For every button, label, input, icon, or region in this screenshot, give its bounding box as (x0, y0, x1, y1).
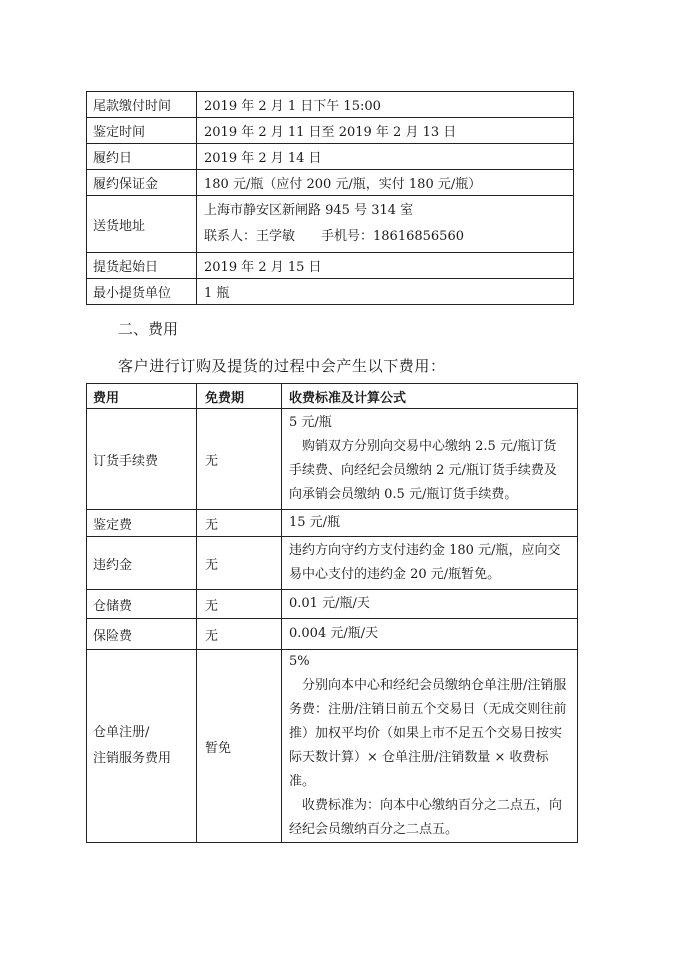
row-value: 2019 年 2 月 1 日下午 15:00 (197, 92, 574, 118)
fee-table (86, 383, 578, 843)
fee-name-line: 注销服务费用 (93, 751, 172, 766)
fee-line: 购销双方分别向交易中心缴纳 2.5 元/瓶订货手续费、向经纪会员缴纳 2 元/瓶订货手续费及向承销会员缴纳 0.5 元/瓶订货手续费。 (289, 439, 557, 502)
fee-line: 5 元/瓶 (289, 415, 332, 430)
row-label: 履约保证金 (87, 170, 197, 196)
row-value: 1 瓶 (197, 279, 574, 305)
column-header: 免费期 (197, 384, 282, 409)
row-label: 最小提货单位 (87, 279, 197, 305)
fee-name: 鉴定费 (87, 510, 197, 537)
fee-line: 分别向本中心和经纪会员缴纳仓单注册/注销服务费：注册/注销日前五个交易日（无成交则往前推）加权平均价（如果上市不足五个交易日按实际天数计算）× 仓单注册/注销数量 × 收费标准。 (289, 678, 567, 789)
delivery-address: 上海市静安区新闸路 945 号 314 室 (204, 203, 414, 218)
free-period: 无 (197, 590, 282, 619)
fee-standard (282, 619, 578, 650)
delivery-info-table (86, 91, 574, 305)
fee-name: 保险费 (87, 619, 197, 650)
table-row (87, 537, 578, 590)
table-row (87, 619, 578, 650)
table-row (87, 409, 578, 510)
fee-name (87, 650, 197, 843)
fee-standard (282, 537, 578, 590)
table-row (87, 118, 574, 144)
row-label: 尾款缴付时间 (87, 92, 197, 118)
fee-name: 订货手续费 (87, 409, 197, 510)
row-value: 180 元/瓶（应付 200 元/瓶，实付 180 元/瓶） (197, 170, 574, 196)
table-row (87, 650, 578, 843)
fee-line: 0.004 元/瓶/天 (289, 626, 379, 641)
row-label: 履约日 (87, 144, 197, 170)
fee-standard (282, 510, 578, 537)
free-period: 暂免 (197, 650, 282, 843)
table-row (87, 196, 574, 253)
column-header: 收费标准及计算公式 (282, 384, 578, 409)
fee-standard (282, 590, 578, 619)
table-row (87, 279, 574, 305)
table-row (87, 144, 574, 170)
section-heading: 二、费用 (118, 320, 179, 338)
free-period: 无 (197, 409, 282, 510)
contact-info: 联系人：王学敏 手机号：18616856560 (204, 229, 464, 244)
table-row (87, 92, 574, 118)
fee-name: 违约金 (87, 537, 197, 590)
table-row (87, 590, 578, 619)
section-intro: 客户进行订购及提货的过程中会产生以下费用： (118, 357, 446, 375)
row-value: 2019 年 2 月 14 日 (197, 144, 574, 170)
table-row (87, 253, 574, 279)
free-period: 无 (197, 510, 282, 537)
fee-line: 15 元/瓶 (289, 515, 341, 530)
fee-name-line: 仓单注册/ (93, 725, 150, 740)
row-label: 送货地址 (87, 196, 197, 253)
table-row (87, 510, 578, 537)
fee-line: 收费标准为：向本中心缴纳百分之二点五，向经纪会员缴纳百分之二点五。 (289, 798, 563, 837)
row-value: 2019 年 2 月 15 日 (197, 253, 574, 279)
column-header: 费用 (87, 384, 197, 409)
table-row (87, 170, 574, 196)
row-label: 鉴定时间 (87, 118, 197, 144)
row-value: 2019 年 2 月 11 日至 2019 年 2 月 13 日 (197, 118, 574, 144)
fee-line: 5% (289, 654, 310, 669)
free-period: 无 (197, 619, 282, 650)
table-header-row (87, 384, 578, 409)
row-label: 提货起始日 (87, 253, 197, 279)
fee-name: 仓储费 (87, 590, 197, 619)
fee-standard (282, 650, 578, 843)
free-period: 无 (197, 537, 282, 590)
fee-standard (282, 409, 578, 510)
fee-line: 违约方向守约方支付违约金 180 元/瓶，应向交易中心支付的违约金 20 元/瓶暂免。 (289, 543, 561, 582)
address-cell (197, 196, 574, 253)
fee-line: 0.01 元/瓶/天 (289, 596, 370, 611)
